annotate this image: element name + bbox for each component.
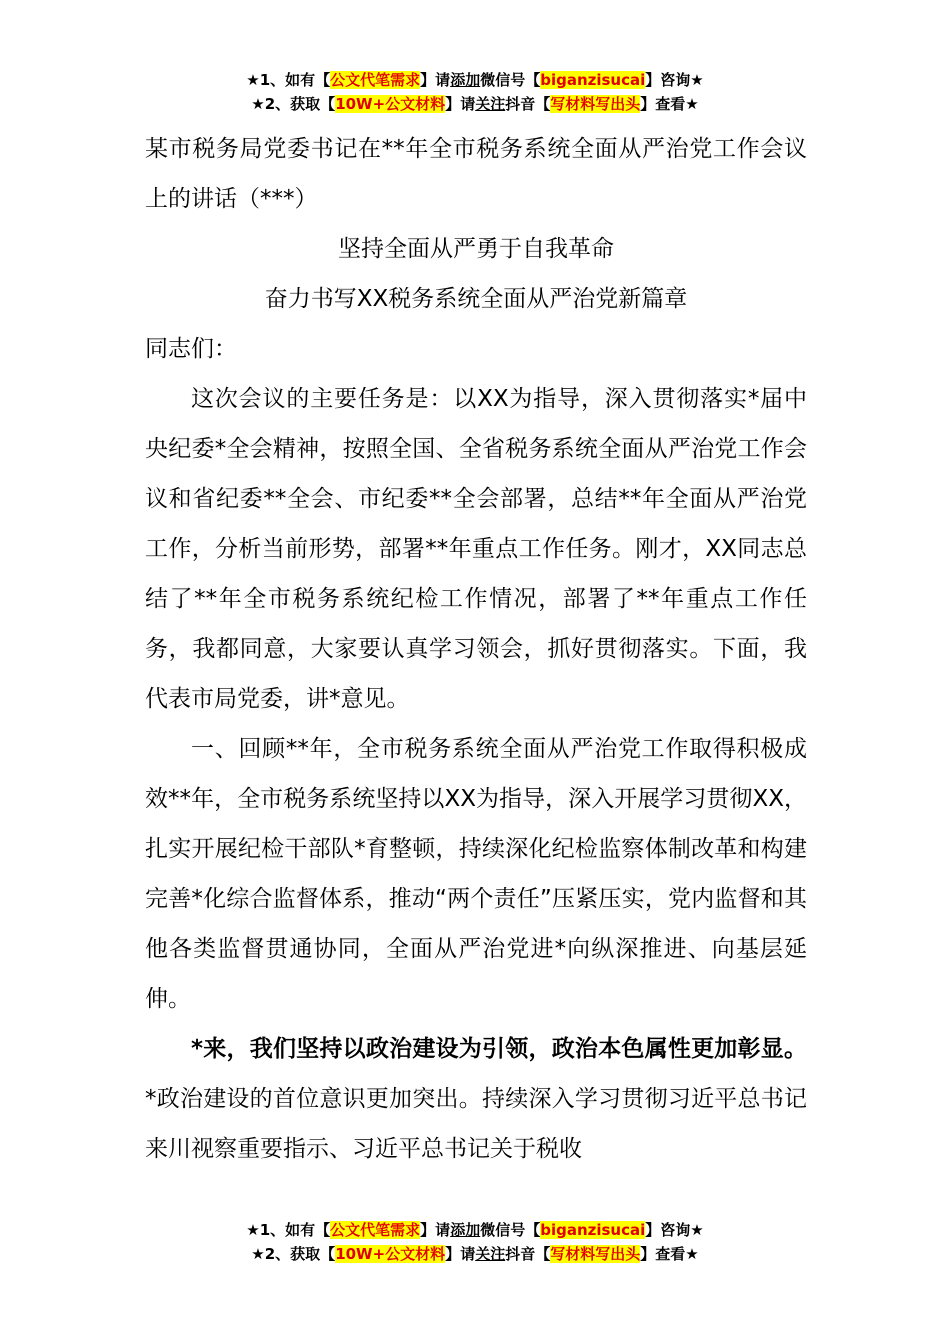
banner-text: 】咨询★ xyxy=(645,71,704,89)
banner-line-2 xyxy=(0,92,950,116)
banner-underlined: 添加 xyxy=(450,1221,481,1239)
banner-highlight: biganzisucai xyxy=(540,1221,646,1239)
document-body xyxy=(145,124,807,1174)
banner-text: 微信号【 xyxy=(480,71,541,89)
banner-text: ★1、如有【 xyxy=(246,71,331,89)
banner-text: 微信号【 xyxy=(480,1221,541,1239)
banner-text: ★2、获取【 xyxy=(251,1245,336,1263)
banner-highlight: 公文代笔需求 xyxy=(330,1221,421,1239)
banner-underlined: 关注 xyxy=(475,95,506,113)
banner-text: 】请 xyxy=(445,1245,476,1263)
paragraph-1: 这次会议的主要任务是：以XX为指导，深入贯彻落实*届中央纪委*全会精神，按照全国、全省税务系统全面从严治党工作会议和省纪委**全会、市纪委**全会部署，总结**年全面从严治党工作，分析当前形势，部署**年重点工作任务。刚才，XX同志总结了**年全市税务系统纪检工作情况，部署了**年重点工作任务，我都同意，大家要认真学习领会，抓好贯彻落实。下面，我代表市局党委，讲*意见。 xyxy=(145,386,807,712)
banner-highlight: 10W+公文材料 xyxy=(335,1245,446,1263)
paragraph-3-text: *政治建设的首位意识更加突出。持续深入学习贯彻习近平总书记来川视察重要指示、习近平总书记关于税收 xyxy=(145,1086,807,1162)
banner-text: 】请 xyxy=(445,95,476,113)
paragraph-3 xyxy=(145,1024,807,1174)
speech-heading: 某市税务局党委书记在**年全市税务系统全面从严治党工作会议上的讲话（***） xyxy=(145,136,807,212)
banner-text: 】查看★ xyxy=(640,1245,699,1263)
banner-text: 】请 xyxy=(420,71,451,89)
banner-text: ★2、获取【 xyxy=(251,95,336,113)
title-line-1: 坚持全面从严勇于自我革命 xyxy=(338,236,614,262)
top-banner xyxy=(0,68,950,116)
banner-line-1 xyxy=(0,68,950,92)
banner-highlight: 公文代笔需求 xyxy=(330,71,421,89)
banner-highlight: 写材料写出头 xyxy=(550,1245,641,1263)
title-line-2: 奋力书写XX税务系统全面从严治党新篇章 xyxy=(264,286,688,312)
paragraph-2: 一、回顾**年，全市税务系统全面从严治党工作取得积极成效**年，全市税务系统坚持以XX为指导，深入开展学习贯彻XX，扎实开展纪检干部队*育整顿，持续深化纪检监察体制改革和构建完善*化综合监督体系，推动“两个责任”压紧压实，党内监督和其他各类监督贯通协同，全面从严治党进*向纵深推进、向基层延伸。 xyxy=(145,736,807,1012)
banner-highlight: 10W+公文材料 xyxy=(335,95,446,113)
paragraph-3-lead: *来，我们坚持以政治建设为引领，政治本色属性更加彰显。 xyxy=(191,1036,807,1062)
banner-text: 】查看★ xyxy=(640,95,699,113)
banner-text: ★1、如有【 xyxy=(246,1221,331,1239)
banner-text: 抖音【 xyxy=(505,95,551,113)
banner-text: 】请 xyxy=(420,1221,451,1239)
banner-line-1 xyxy=(0,1218,950,1242)
banner-line-2 xyxy=(0,1242,950,1266)
salutation: 同志们： xyxy=(145,336,237,362)
banner-highlight: biganzisucai xyxy=(540,71,646,89)
banner-underlined: 添加 xyxy=(450,71,481,89)
banner-text: 】咨询★ xyxy=(645,1221,704,1239)
banner-underlined: 关注 xyxy=(475,1245,506,1263)
bottom-banner xyxy=(0,1218,950,1266)
banner-highlight: 写材料写出头 xyxy=(550,95,641,113)
banner-text: 抖音【 xyxy=(505,1245,551,1263)
